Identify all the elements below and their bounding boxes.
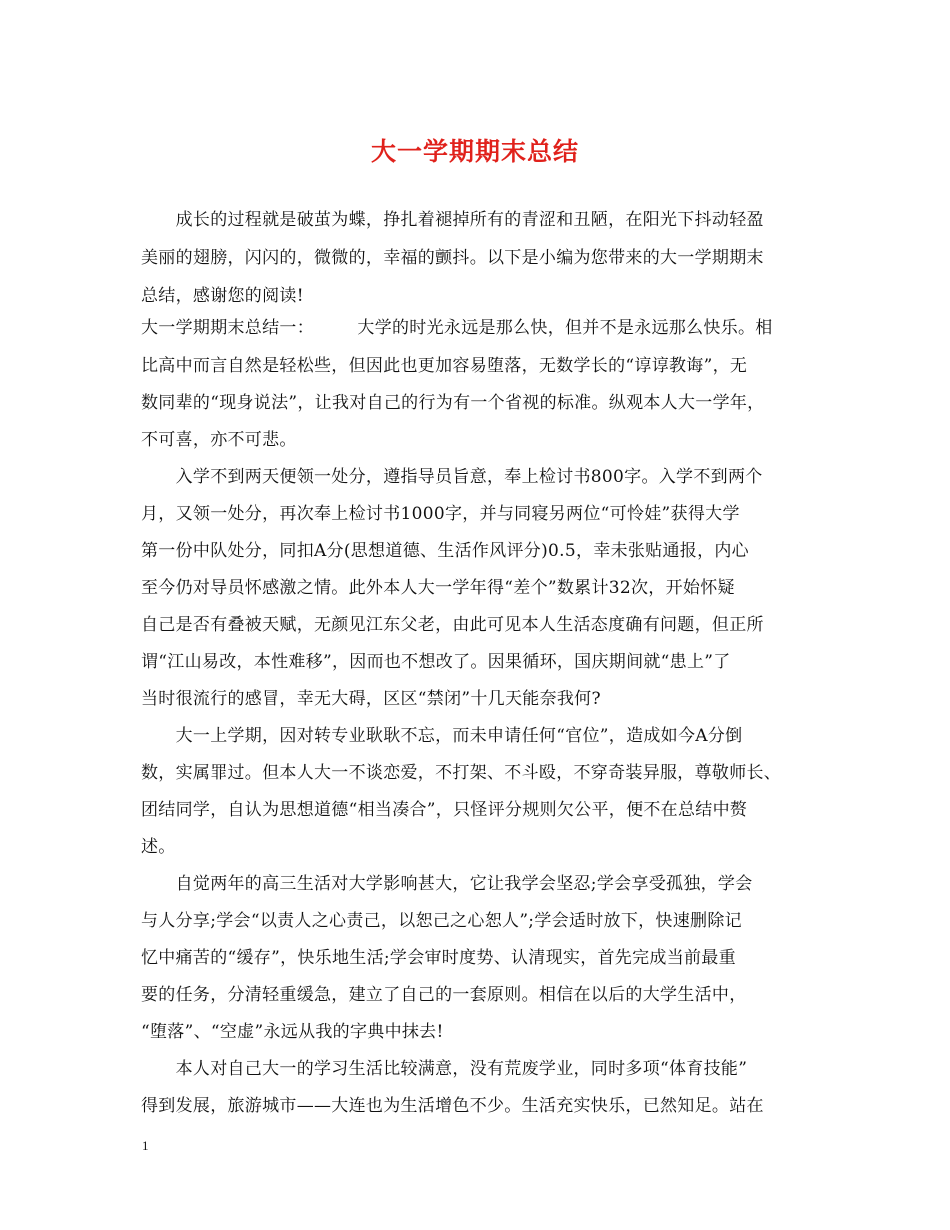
text-line-6: 数同辈的“现身说法”，让我对自己的行为有一个省视的标准。纵观本人大一学年， (141, 393, 765, 413)
text-line-4: 大一学期期末总结一： 大学的时光永远是那么快，但并不是永远那么快乐。相 (141, 318, 773, 338)
text-line-19: 自觉两年的高三生活对大学影响甚大，它让我学会坚忍;学会享受孤独，学会 (141, 874, 753, 894)
text-line-25: 得到发展，旅游城市——大连也为生活增色不少。生活充实快乐，已然知足。站在 (141, 1096, 764, 1116)
document-title: 大一学期期末总结 (370, 137, 579, 166)
text-line-17: 团结同学，自认为思想道德“相当凑合”，只怪评分规则欠公平，便不在总结中赘 (141, 800, 748, 820)
text-line-18: 述。 (141, 837, 176, 857)
text-line-23: “堕落”、“空虚”永远从我的字典中抹去! (141, 1022, 444, 1042)
text-line-9: 月，又领一处分，再次奉上检讨书1000字，并与同寝另两位“可怜娃”获得大学 (141, 504, 740, 524)
text-line-2: 美丽的翅膀，闪闪的，微微的，幸福的颤抖。以下是小编为您带来的大一学期期末 (141, 248, 764, 268)
text-line-14: 当时很流行的感冒，幸无大碍，区区“禁闭”十几天能奈我何? (141, 689, 601, 709)
text-line-16: 数，实属罪过。但本人大一不谈恋爱，不打架、不斗殴，不穿奇装异服，尊敬师长、 (141, 763, 782, 783)
text-line-1: 成长的过程就是破茧为蝶，挣扎着褪掉所有的青涩和丑陋，在阳光下抖动轻盈 (141, 210, 764, 230)
text-line-11: 至今仍对导员怀感激之情。此外本人大一学年得“差个”数累计32次，开始怀疑 (141, 578, 735, 598)
text-line-22: 要的任务，分清轻重缓急，建立了自己的一套原则。相信在以后的大学生活中， (141, 985, 747, 1005)
text-line-8: 入学不到两天便领一处分，遵指导员旨意，奉上检讨书800字。入学不到两个 (141, 467, 763, 487)
text-line-7: 不可喜，亦不可悲。 (141, 430, 297, 450)
text-line-20: 与人分享;学会“以责人之心责己，以恕己之心恕人”;学会适时放下，快速删除记 (141, 911, 742, 931)
text-line-12: 自己是否有叠被天赋，无颜见江东父老，由此可见本人生活态度确有问题，但正所 (141, 615, 764, 635)
text-line-15: 大一上学期，因对转专业耿耿不忘，而未申请任何“官位”，造成如今A分倒 (141, 726, 743, 746)
text-line-5: 比高中而言自然是轻松些，但因此也更加容易堕落，无数学长的“谆谆教诲”，无 (141, 356, 748, 376)
text-line-21: 忆中痛苦的“缓存”，快乐地生活;学会审时度势、认清现实，首先完成当前最重 (141, 948, 736, 968)
text-line-3: 总结，感谢您的阅读! (141, 286, 304, 306)
text-line-13: 谓“江山易改，本性难移”，因而也不想改了。因果循环，国庆期间就“患上”了 (141, 652, 731, 672)
text-line-10: 第一份中队处分，同扣A分(思想道德、生活作风评分)0.5，幸未张贴通报，内心 (141, 541, 749, 561)
page-number: 1 (142, 1138, 149, 1153)
text-line-24: 本人对自己大一的学习生活比较满意，没有荒废学业，同时多项“体育技能” (141, 1059, 748, 1079)
